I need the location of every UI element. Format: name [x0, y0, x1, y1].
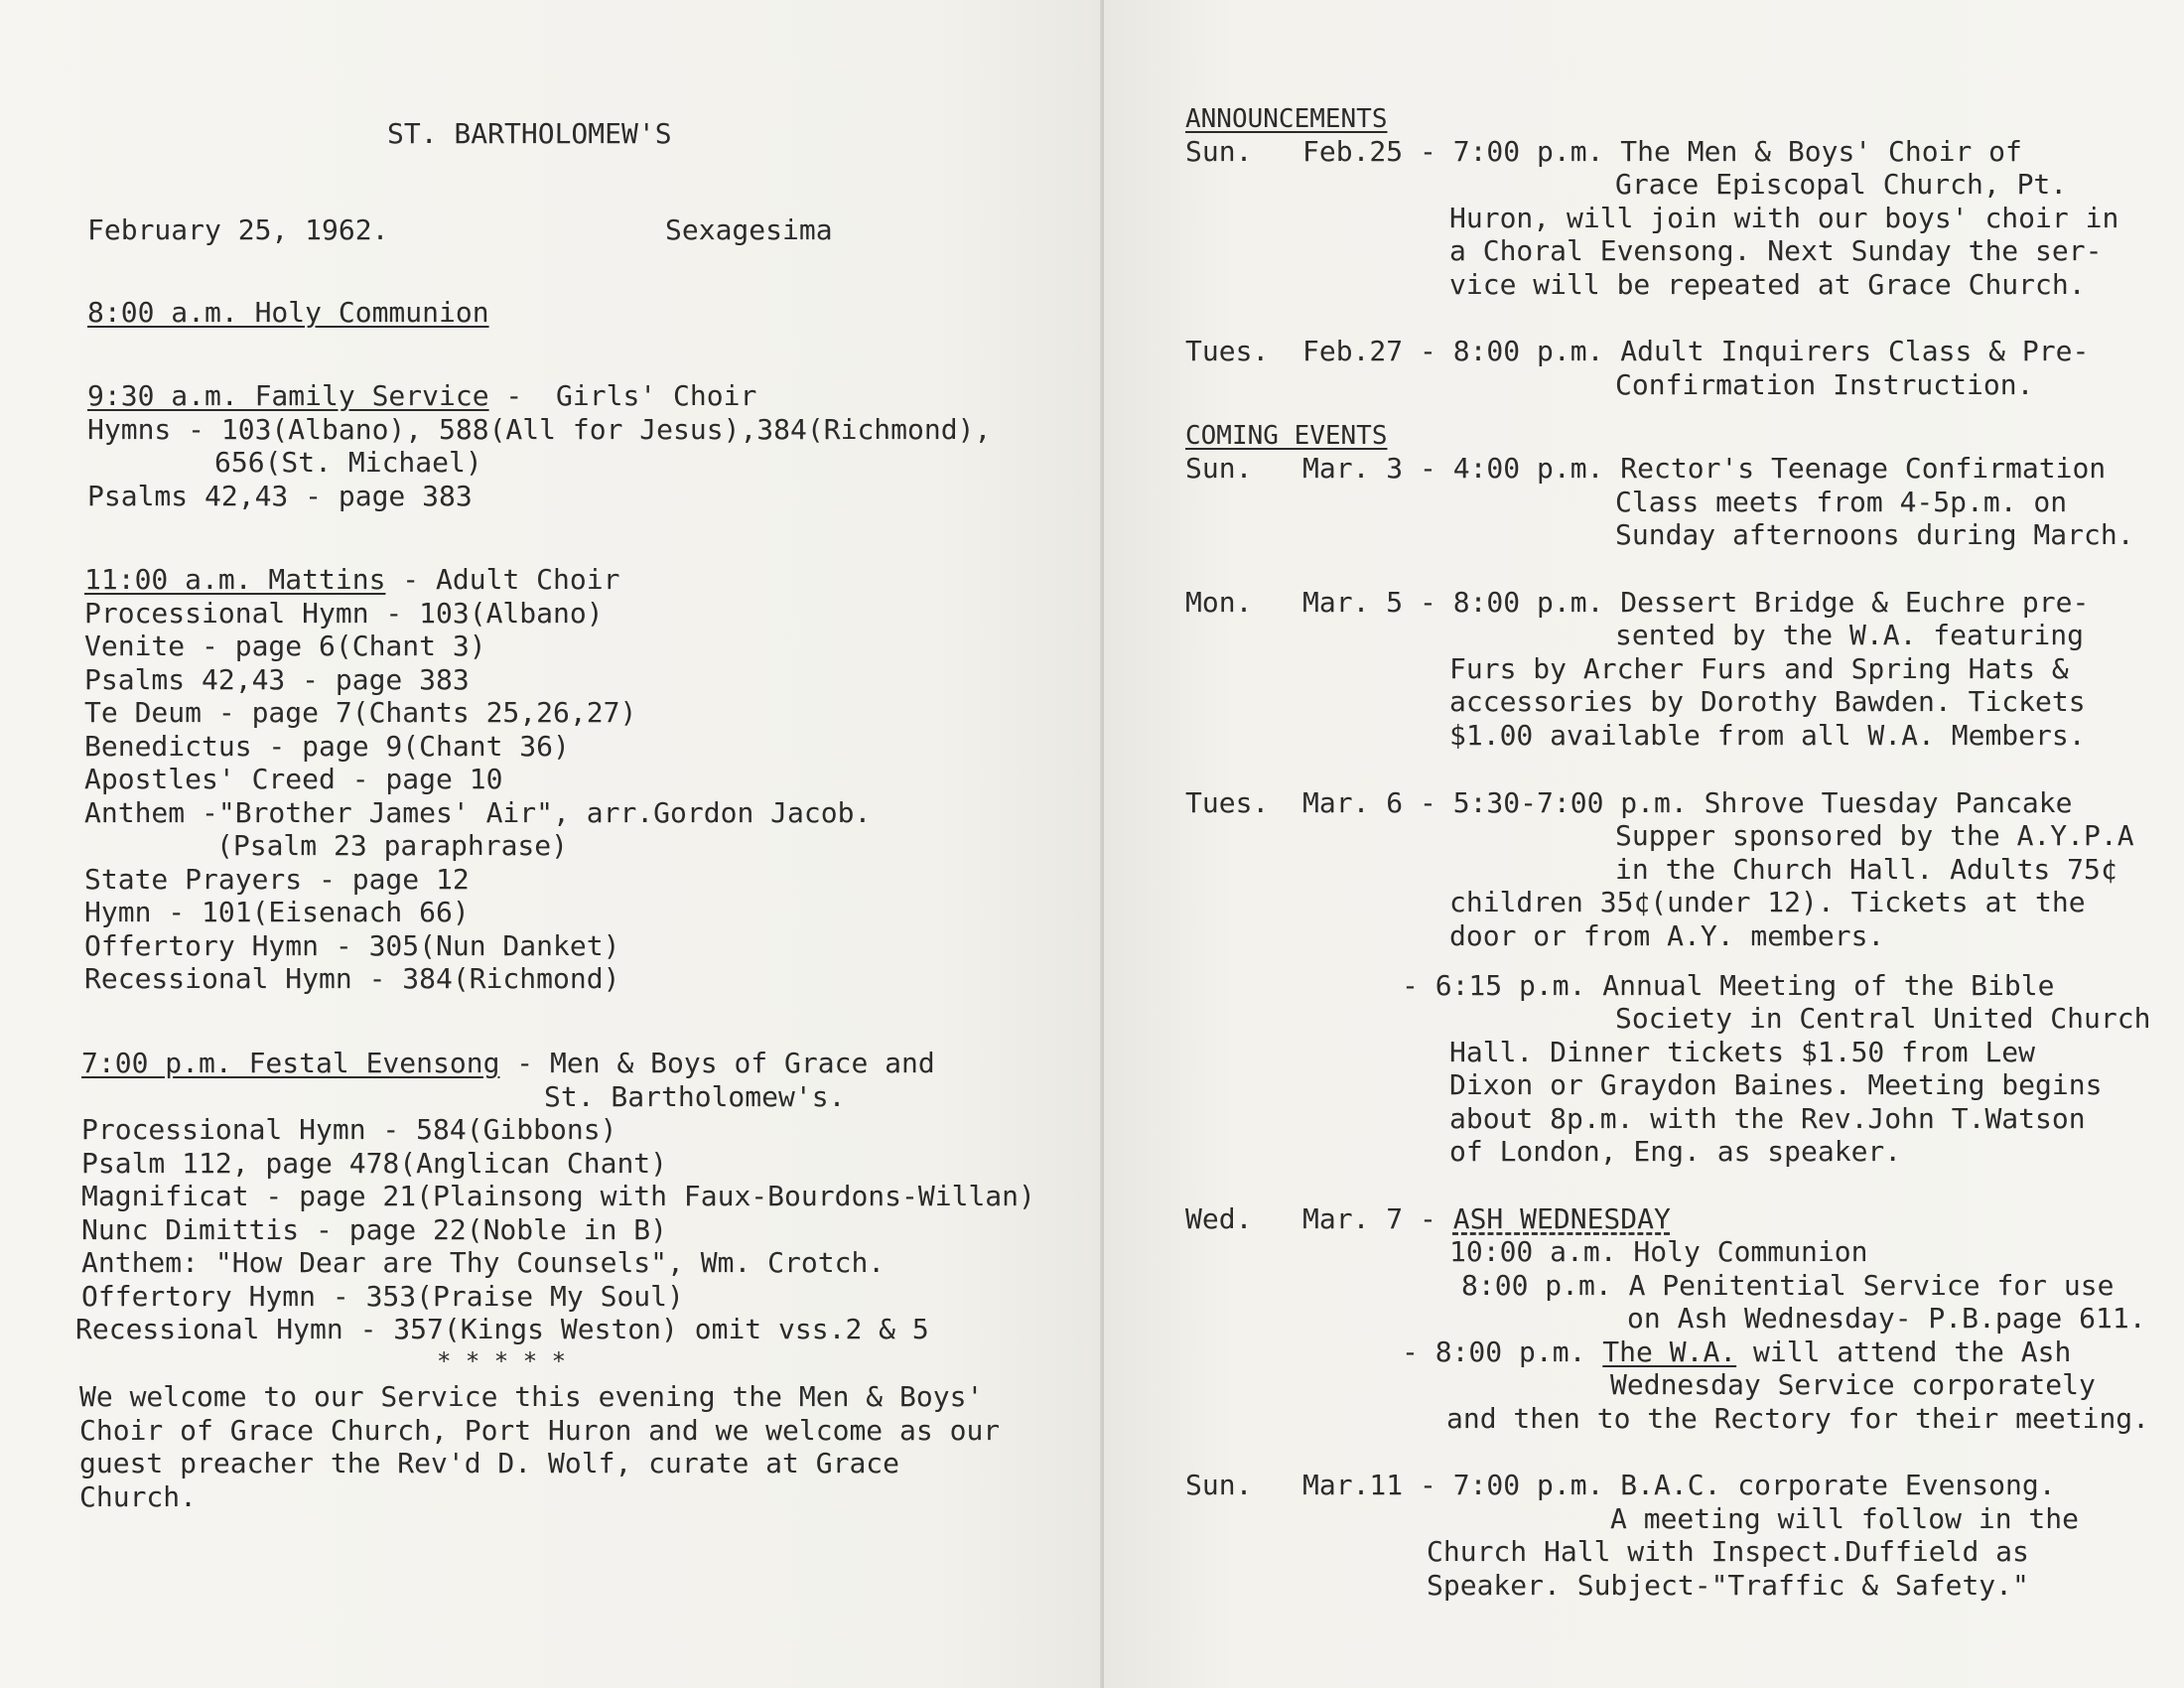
event-line: Sun. Mar. 3 - 4:00 p.m. Rector's Teenage Confirmation — [1185, 452, 2107, 485]
evensong-item: Anthem: "How Dear are Thy Counsels", Wm. Crotch. — [81, 1246, 886, 1279]
mattins-heading: 11:00 a.m. Mattins — [84, 563, 386, 596]
event-line: sented by the W.A. featuring — [1615, 619, 2085, 651]
mattins-item: Processional Hymn - 103(Albano) — [84, 597, 604, 630]
event-line: - 6:15 p.m. Annual Meeting of the Bible — [1402, 969, 2055, 1002]
event-line: $1.00 available from all W.A. Members. — [1449, 719, 2086, 752]
event-line: Tues. Mar. 6 - 5:30-7:00 p.m. Shrove Tuesday Pancake — [1185, 786, 2073, 819]
evensong-item: Magnificat - page 21(Plainsong with Faux-Bourdons-Willan) — [81, 1180, 1035, 1212]
family-psalms: Psalms 42,43 - page 383 — [87, 480, 473, 512]
event-line: Speaker. Subject-"Traffic & Safety." — [1427, 1569, 2029, 1602]
coming-events-heading: COMING EVENTS — [1185, 421, 1388, 451]
mattins-item: Venite - page 6(Chant 3) — [84, 630, 486, 662]
mattins-item: Apostles' Creed - page 10 — [84, 763, 503, 795]
evensong-item: Psalm 112, page 478(Anglican Chant) — [81, 1147, 668, 1180]
event-line: Wednesday Service corporately — [1610, 1368, 2096, 1401]
event-line: 8:00 p.m. A Penitential Service for use — [1461, 1269, 2115, 1302]
welcome-line: Choir of Grace Church, Port Huron and we welcome as our — [79, 1414, 1001, 1447]
family-service-line — [87, 379, 756, 412]
event-line: Sun. Mar.11 - 7:00 p.m. B.A.C. corporate Evensong. — [1185, 1469, 2056, 1501]
section-divider-stars: * * * * * — [437, 1347, 567, 1375]
announcement-line: Grace Episcopal Church, Pt. — [1615, 168, 2068, 201]
mattins-item: Benedictus - page 9(Chant 36) — [84, 730, 570, 763]
liturgical-season: Sexagesima — [665, 213, 833, 246]
mattins-item: (Psalm 23 paraphrase) — [216, 829, 569, 862]
event-line: in the Church Hall. Adults 75¢ — [1615, 853, 2117, 886]
mattins-choir: - Adult Choir — [385, 563, 620, 596]
mattins-item: Offertory Hymn - 305(Nun Danket) — [84, 929, 620, 962]
announcement-line: Huron, will join with our boys' choir in — [1449, 202, 2119, 234]
ash-wednesday-heading: ASH WEDNESDAY — [1452, 1202, 1671, 1235]
evensong-choir: - Men & Boys of Grace and — [499, 1047, 935, 1079]
right-page — [1104, 0, 2184, 1688]
mattins-item: Te Deum - page 7(Chants 25,26,27) — [84, 696, 637, 729]
event-line: accessories by Dorothy Bawden. Tickets — [1449, 685, 2086, 718]
evensong-heading: 7:00 p.m. Festal Evensong — [81, 1047, 500, 1079]
evensong-item: Processional Hymn - 584(Gibbons) — [81, 1113, 617, 1146]
announcements-heading: ANNOUNCEMENTS — [1185, 104, 1388, 134]
evensong-line — [81, 1047, 935, 1079]
announcement-line: a Choral Evensong. Next Sunday the ser- — [1449, 234, 2103, 267]
mattins-line — [84, 563, 619, 596]
event-date: Wed. Mar. 7 - — [1185, 1202, 1453, 1235]
announcement-line: vice will be repeated at Grace Church. — [1449, 268, 2086, 301]
wa-underlined: The W.A. — [1602, 1336, 1737, 1368]
holy-communion-heading: 8:00 a.m. Holy Communion — [87, 296, 489, 329]
mattins-item: State Prayers - page 12 — [84, 863, 470, 896]
event-line: Sunday afternoons during March. — [1615, 518, 2134, 551]
evensong-item: Recessional Hymn - 357(Kings Weston) omit vss.2 & 5 — [75, 1313, 929, 1345]
event-text: will attend the Ash — [1736, 1336, 2072, 1368]
event-line: Furs by Archer Furs and Spring Hats & — [1449, 652, 2069, 685]
event-line: on Ash Wednesday- P.B.page 611. — [1627, 1302, 2146, 1335]
church-name: ST. BARTHOLOMEW'S — [387, 117, 672, 150]
event-line: door or from A.Y. members. — [1449, 919, 1885, 952]
event-time: - 8:00 p.m. — [1402, 1336, 1603, 1368]
event-line: children 35¢(under 12). Tickets at the — [1449, 886, 2086, 918]
family-hymns-line-1: Hymns - 103(Albano), 588(All for Jesus),384(Richmond), — [87, 413, 992, 446]
mattins-item: Psalms 42,43 - page 383 — [84, 663, 470, 696]
event-line: Dixon or Graydon Baines. Meeting begins — [1449, 1068, 2103, 1101]
welcome-line: We welcome to our Service this evening the Men & Boys' — [79, 1380, 984, 1413]
event-line: of London, Eng. as speaker. — [1449, 1135, 1902, 1168]
service-date: February 25, 1962. — [87, 213, 389, 246]
mattins-item: Hymn - 101(Eisenach 66) — [84, 896, 470, 928]
announcement-line: Tues. Feb.27 - 8:00 p.m. Adult Inquirers Class & Pre- — [1185, 335, 2090, 367]
mattins-item: Anthem -"Brother James' Air", arr.Gordon Jacob. — [84, 796, 872, 829]
event-line: Hall. Dinner tickets $1.50 from Lew — [1449, 1036, 2036, 1068]
family-hymns-line-2: 656(St. Michael) — [214, 446, 482, 479]
family-service-heading: 9:30 a.m. Family Service — [87, 379, 489, 412]
event-line: Supper sponsored by the A.Y.P.A — [1615, 819, 2134, 852]
event-line: 10:00 a.m. Holy Communion — [1449, 1235, 1868, 1268]
event-line: Mon. Mar. 5 - 8:00 p.m. Dessert Bridge & Euchre pre- — [1185, 586, 2090, 619]
announcement-line: Confirmation Instruction. — [1615, 368, 2034, 401]
evensong-item: Nunc Dimittis - page 22(Noble in B) — [81, 1213, 668, 1246]
family-service-choir: - Girls' Choir — [488, 379, 757, 412]
evensong-item: Offertory Hymn - 353(Praise My Soul) — [81, 1280, 684, 1313]
mattins-item: Recessional Hymn - 384(Richmond) — [84, 962, 620, 995]
event-line: A meeting will follow in the — [1610, 1502, 2080, 1535]
event-line: Church Hall with Inspect.Duffield as — [1427, 1535, 2029, 1568]
event-line: Society in Central United Church — [1615, 1002, 2151, 1035]
ash-wednesday-line — [1185, 1202, 1671, 1235]
event-line: Class meets from 4-5p.m. on — [1615, 486, 2068, 518]
announcement-line: Sun. Feb.25 - 7:00 p.m. The Men & Boys' Choir of — [1185, 135, 2022, 168]
event-line: and then to the Rectory for their meeting. — [1446, 1402, 2150, 1435]
welcome-line: Church. — [79, 1480, 198, 1513]
welcome-line: guest preacher the Rev'd D. Wolf, curate at Grace — [79, 1447, 900, 1479]
evensong-choir-2: St. Bartholomew's. — [544, 1080, 846, 1113]
event-line: about 8p.m. with the Rev.John T.Watson — [1449, 1102, 2086, 1135]
wa-attend-line — [1402, 1336, 2071, 1368]
